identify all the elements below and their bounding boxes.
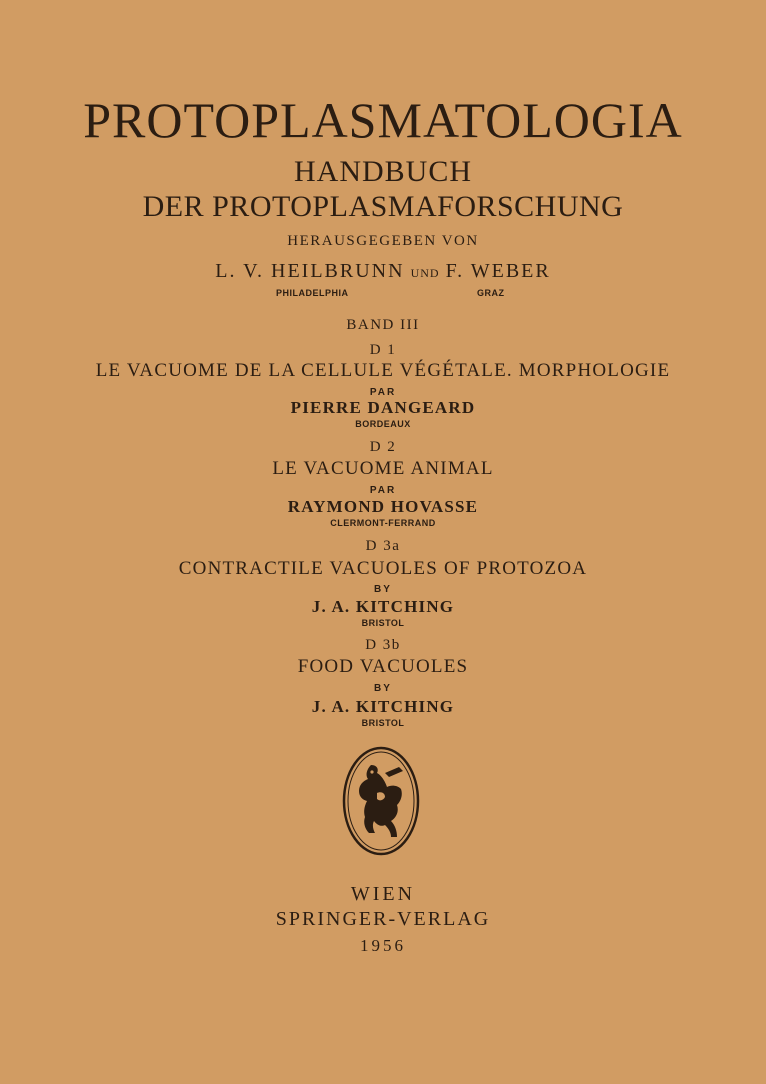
part-code: D 1 (369, 342, 397, 358)
part-code: D 2 (369, 439, 397, 455)
volume-label: BAND III (346, 317, 420, 333)
editors-line (0, 260, 766, 283)
part-author-city: BRISTOL (361, 618, 405, 628)
series-title: PROTOPLASMATOLOGIA (83, 92, 683, 148)
part-author-city: BRISTOL (361, 718, 405, 728)
subtitle-handbuch: HANDBUCH (293, 155, 472, 188)
part-by: PAR (369, 387, 397, 398)
part-title: CONTRACTILE VACUOLES OF PROTOZOA (178, 558, 588, 579)
part-author: PIERRE DANGEARD (290, 398, 476, 417)
part-by: BY (374, 584, 392, 595)
publisher-city: WIEN (350, 883, 416, 905)
part-by: BY (374, 683, 392, 694)
editor-conjunction: UND (410, 266, 440, 280)
part-code: D 3b (365, 637, 401, 653)
part-author: J. A. KITCHING (311, 597, 455, 616)
part-author: J. A. KITCHING (311, 697, 455, 716)
part-author: RAYMOND HOVASSE (287, 497, 479, 516)
publication-year: 1956 (360, 936, 406, 955)
editor2-city: GRAZ (477, 288, 505, 298)
part-title: LE VACUOME DE LA CELLULE VÉGÉTALE. MORPHOLOGIE (95, 360, 671, 381)
publisher-emblem-icon (341, 745, 421, 857)
editor-weber: F. WEBER (445, 260, 551, 282)
editor1-city: PHILADELPHIA (276, 288, 349, 298)
subtitle-protoplasmaforschung: DER PROTOPLASMAFORSCHUNG (142, 190, 624, 223)
part-by: PAR (369, 485, 397, 496)
part-author-city: CLERMONT-FERRAND (330, 518, 436, 528)
part-author-city: BORDEAUX (355, 419, 411, 429)
editor-heilbrunn: L. V. HEILBRUNN (215, 260, 405, 282)
edited-by-label: HERAUSGEGEBEN VON (287, 233, 479, 249)
publisher-name: SPRINGER-VERLAG (275, 908, 491, 930)
part-title: FOOD VACUOLES (297, 656, 469, 677)
part-code: D 3a (365, 538, 401, 554)
part-title: LE VACUOME ANIMAL (272, 458, 494, 479)
